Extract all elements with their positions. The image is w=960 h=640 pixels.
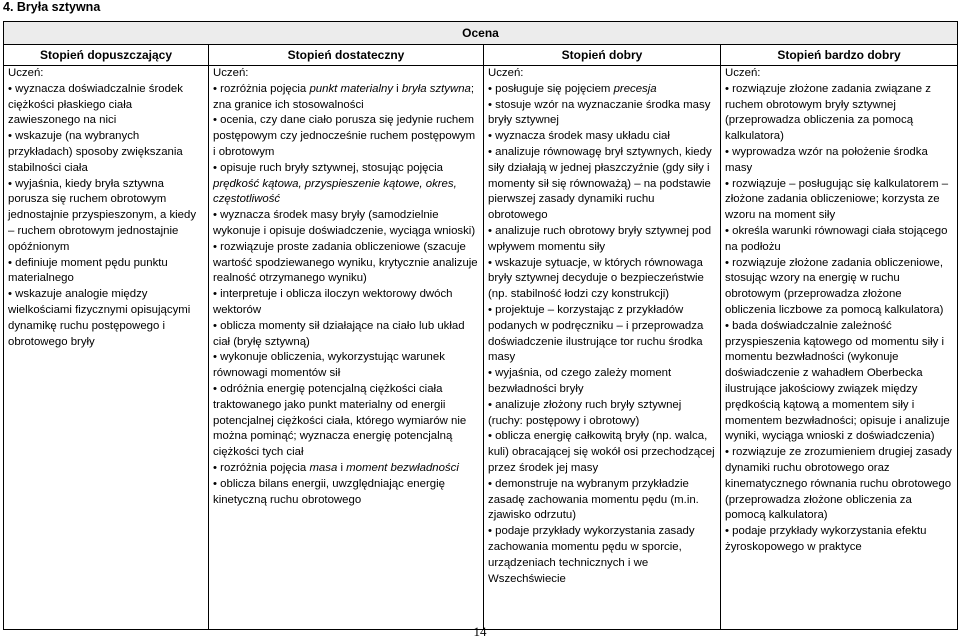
- levels-header-row: [4, 45, 958, 66]
- student-label: Uczeń:: [213, 67, 249, 79]
- grade-header: Ocena: [4, 22, 958, 45]
- criterion-item: • ocenia, czy dane ciało porusza się jedynie ruchem postępowym czy jednocześnie ruchem postępowym i obrotowym: [213, 114, 476, 158]
- criterion-item: • rozwiązuje złożone zadania związane z ruchem obrotowym bryły sztywnej (przeprowadza obliczenia za pomocą kalkulatora): [725, 82, 931, 143]
- criterion-item: • określa warunki równowagi ciała stojącego na podłożu: [725, 224, 948, 253]
- section-title: 4. Bryła sztywna: [3, 0, 101, 14]
- criterion-item: • wyjaśnia, kiedy bryła sztywna porusza się ruchem obrotowym jednostajnie przyspieszonym, a kiedy – ruchem obrotowym jednostajnie opóźnionym: [8, 177, 197, 253]
- level-header: Stopień bardzo dobry: [721, 45, 958, 66]
- criterion-item: • wskazuje (na wybranych przykładach) sposoby zwiększania stabilności ciała: [8, 130, 183, 174]
- criterion-item: • stosuje wzór na wyznaczanie środka masy bryły sztywnej: [488, 98, 711, 127]
- column-dobry: [484, 66, 721, 630]
- criterion-item: • interpretuje i oblicza iloczyn wektorowy dwóch wektorów: [213, 288, 453, 316]
- criterion-item: • odróżnia energię potencjalną ciężkości ciała traktowanego jako punkt materialny od energii potencjalnej ciężkości ciała, którego wymiarów nie można pominąć; wyznacza energię potencjalną ciężkości tych ciał: [213, 382, 467, 459]
- criterion-item: • wyjaśnia, od czego zależy moment bezwładności bryły: [488, 367, 672, 395]
- criterion-item: • analizuje ruch obrotowy bryły sztywnej pod wpływem momentu siły: [488, 224, 712, 253]
- column-dopuszczajacy: [4, 66, 209, 630]
- criterion-item: • oblicza energię całkowitą bryły (np. walca, kuli) obracającej się wokół osi przechodzącej przez środek jej masy: [488, 430, 715, 474]
- column-dostateczny: [209, 66, 484, 630]
- level-header: Stopień dostateczny: [209, 45, 484, 66]
- criterion-item: • rozwiązuje ze zrozumieniem drugiej zasady dynamiki ruchu obrotowego oraz kinematycznego równania ruchu obrotowego (przeprowadza złożone obliczenia za pomocą kalkulatora): [725, 446, 952, 522]
- criterion-item: • rozróżnia pojęcia punkt materialny i bryła sztywna; zna granice ich stosowalności: [213, 82, 475, 111]
- grading-table: [3, 21, 958, 630]
- criterion-item: • posługuje się pojęciem precesja: [488, 82, 657, 95]
- criterion-item: • podaje przykłady wykorzystania efektu żyroskopowego w praktyce: [725, 525, 927, 553]
- criterion-item: • wyprowadza wzór na położenie środka masy: [725, 145, 928, 174]
- criterion-item: • projektuje – korzystając z przykładów podanych w podręczniku – i przeprowadza doświadczenie ilustrujące tor ruchu środka masy: [488, 303, 704, 364]
- criterion-item: • rozwiązuje złożone zadania obliczeniowe, stosując wzory na energię w ruchu obrotowym (przeprowadza złożone obliczenia liczbowe za pomocą kalkulatora): [725, 256, 944, 316]
- level-header: Stopień dobry: [484, 45, 721, 66]
- criterion-item: • wyznacza środek masy bryły (samodzielnie wykonuje i opisuje doświadczenie, wyciąga wnioski): [213, 209, 476, 237]
- criterion-item: • wykonuje obliczenia, wykorzystując warunek równowagi momentów sił: [213, 351, 445, 380]
- criterion-item: • wskazuje sytuacje, w których równowaga bryły sztywnej decyduje o bezpieczeństwie (np. stabilność łodzi czy konstrukcji): [488, 256, 704, 301]
- criterion-item: • demonstruje na wybranym przykładzie zasadę zachowania momentu pędu (m.in. zjawisko odrzutu): [488, 477, 699, 522]
- criterion-item: • analizuje równowagę brył sztywnych, kiedy siły działają w jednej płaszczyźnie (gdy siły i momenty sił się równoważą) – na podstawie pierwszej zasady dynamiki ruchu obrotowego: [488, 145, 712, 222]
- criterion-item: • podaje przykłady wykorzystania zasady zachowania momentu pędu w sporcie, urządzeniach technicznych i we Wszechświecie: [488, 525, 695, 585]
- criterion-item: • wskazuje analogie między wielkościami fizycznymi opisującymi dynamikę ruchu postępowego i obrotowego bryły: [8, 288, 191, 348]
- criterion-item: • oblicza momenty sił działające na ciało lub układ ciał (bryłę sztywną): [213, 319, 465, 348]
- criterion-item: • bada doświadczalnie zależność przyspieszenia kątowego od momentu siły i momentu bezwładności (wykonuje doświadczenie z wahadłem Oberbecka ilustrujące jakościowy związek między prędkością kątową a momentem siły i momentem bezwładności; opisuje i analizuje wyniki, wyciąga wnioski z doświadczenia): [725, 319, 950, 443]
- criterion-item: • analizuje złożony ruch bryły sztywnej (ruchy: postępowy i obrotowy): [488, 398, 682, 427]
- criterion-item: • rozróżnia pojęcia masa i moment bezwładności: [213, 461, 459, 474]
- student-label: Uczeń:: [725, 67, 761, 79]
- student-label: Uczeń:: [488, 67, 524, 79]
- criterion-item: • definiuje moment pędu punktu materialnego: [8, 256, 168, 285]
- column-bardzo-dobry: [721, 66, 958, 630]
- criterion-item: • rozwiązuje proste zadania obliczeniowe (szacuje wartość spodziewanego wyniku, krytycznie analizuje realność otrzymanego wyniku): [213, 240, 478, 285]
- criterion-item: • rozwiązuje – posługując się kalkulatorem – złożone zadania obliczeniowe; korzysta ze wzoru na moment siły: [725, 177, 949, 222]
- criterion-item: • wyznacza doświadczalnie środek ciężkości płaskiego ciała zawieszonego na nici: [8, 82, 183, 127]
- criterion-item: • wyznacza środek masy układu ciał: [488, 130, 670, 143]
- criterion-item: • oblicza bilans energii, uwzględniając energię kinetyczną ruchu obrotowego: [213, 477, 445, 506]
- level-header: Stopień dopuszczający: [4, 45, 209, 66]
- criterion-item: • opisuje ruch bryły sztywnej, stosując pojęcia prędkość kątowa, przyspieszenie kątowe, okres, częstotliwość: [213, 161, 457, 206]
- student-label: Uczeń:: [8, 67, 44, 79]
- page-number: 14: [473, 624, 487, 639]
